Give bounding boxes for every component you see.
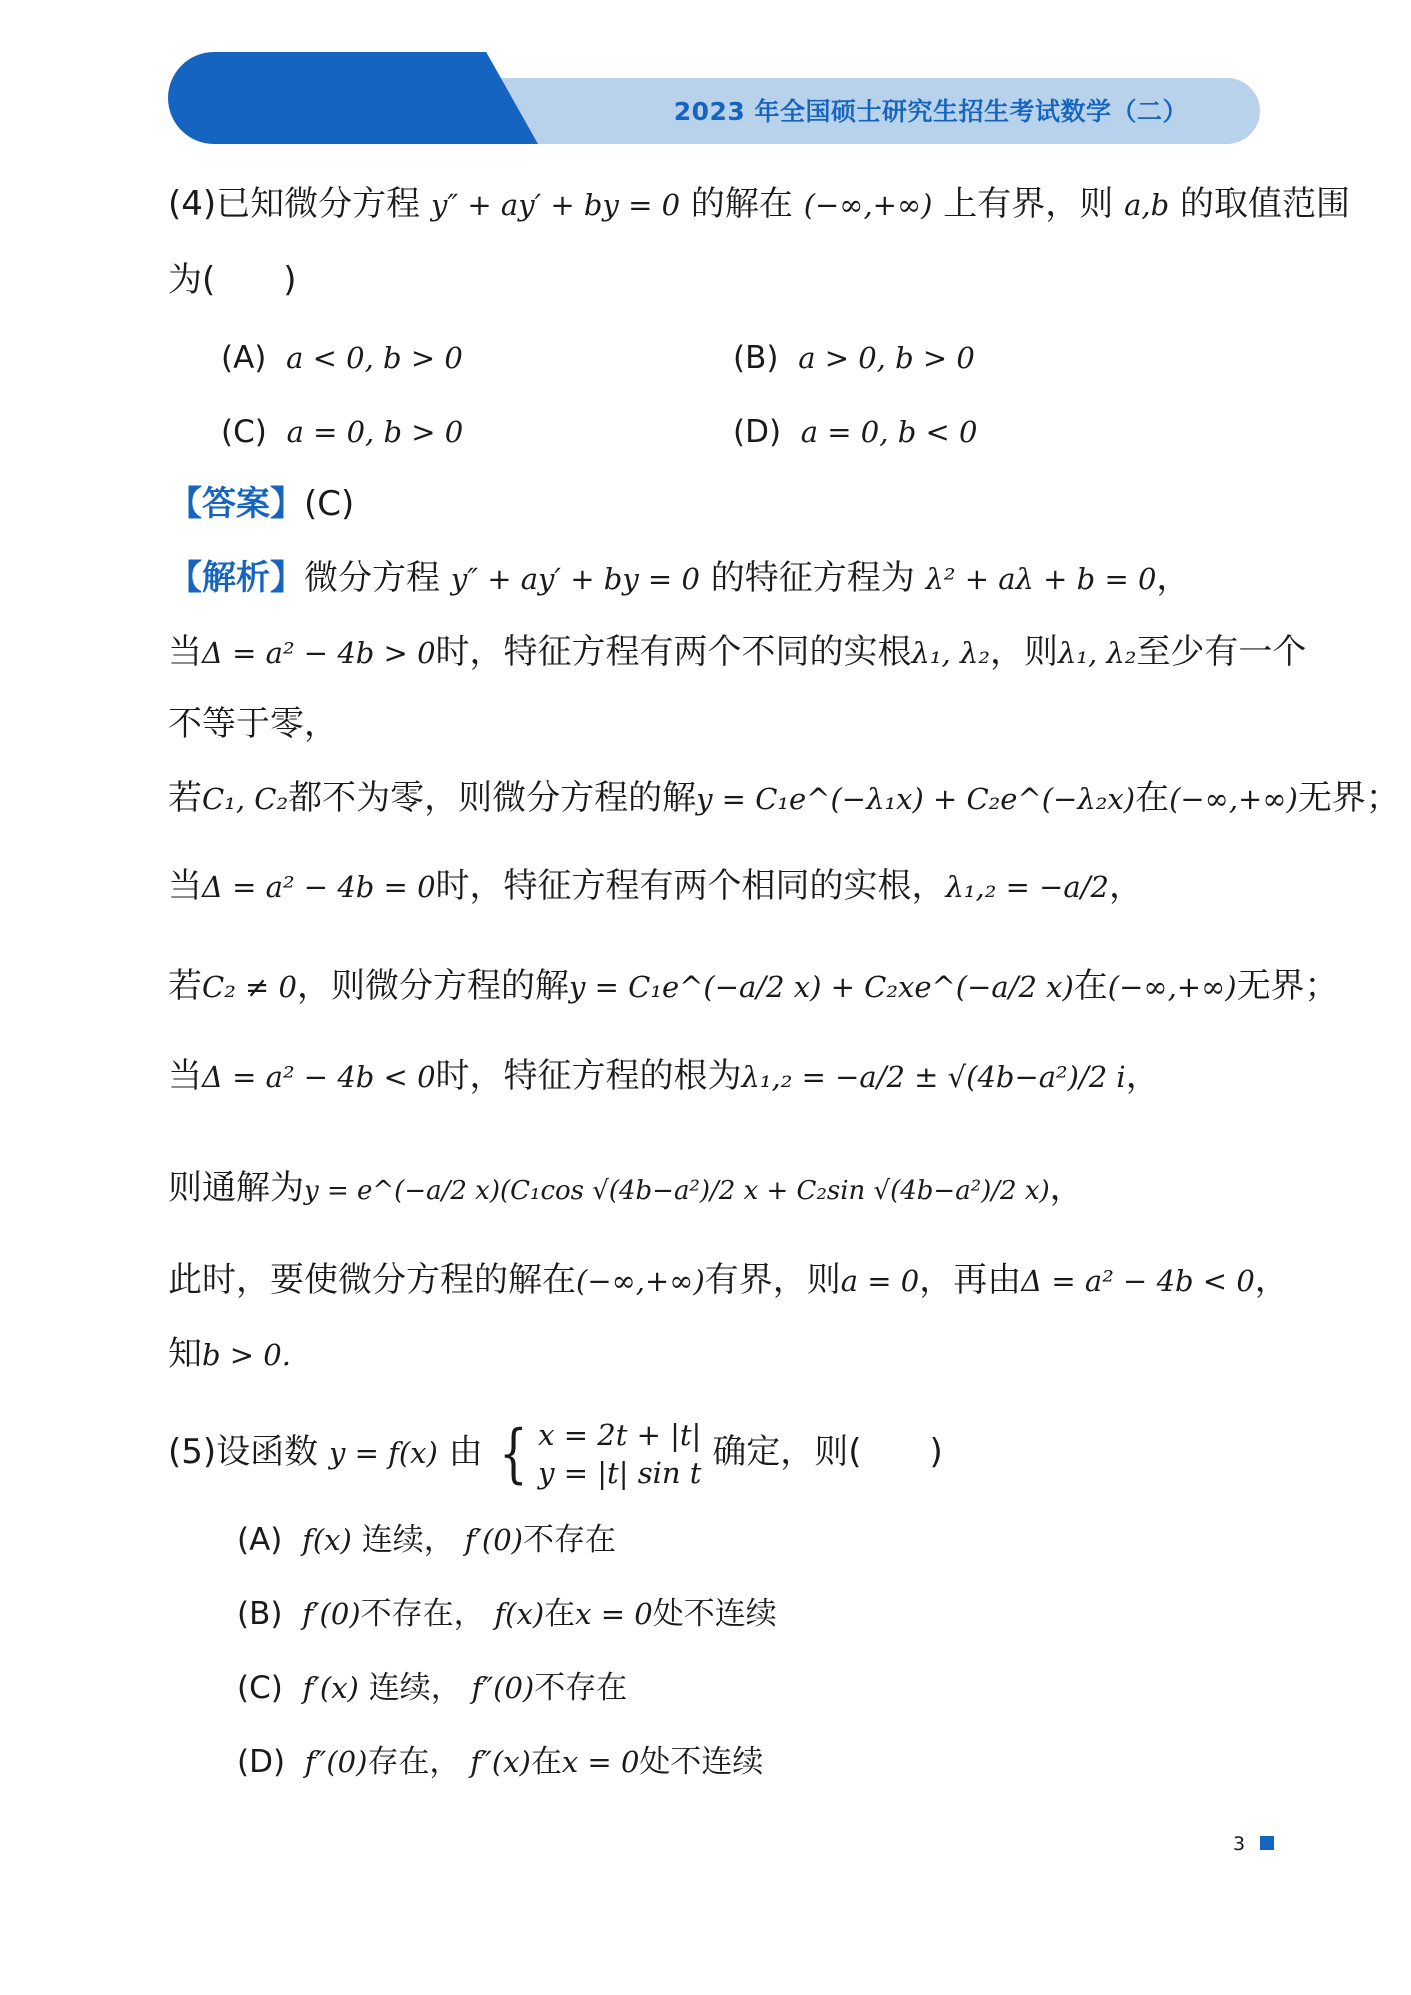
analysis-line2 bbox=[168, 630, 1306, 675]
analysis-line8 bbox=[168, 1166, 1084, 1213]
analysis-text: 有界，则 bbox=[704, 1260, 841, 1300]
answer-value: (C) bbox=[304, 484, 355, 524]
analysis-text: 无界； bbox=[1236, 966, 1339, 1006]
analysis-text: 无界； bbox=[1297, 778, 1400, 818]
option-text: 不存在， bbox=[360, 1596, 485, 1632]
q4-equation: y″ + ay′ + by = 0 bbox=[430, 188, 681, 222]
option-math: x = 0 bbox=[575, 1597, 653, 1631]
interval: (−∞,+∞) bbox=[1107, 970, 1237, 1004]
option-text: 处不连续 bbox=[639, 1744, 764, 1780]
analysis-text: 时，特征方程有两个相同的实根， bbox=[435, 866, 946, 906]
q4-option-d bbox=[733, 410, 977, 454]
q4-stem-text: 上有界，则 bbox=[943, 184, 1114, 224]
discriminant-condition: Δ = a² − 4b < 0 bbox=[202, 1060, 436, 1094]
analysis-text: 在 bbox=[1073, 966, 1108, 1006]
option-math: f(x) bbox=[302, 1523, 352, 1557]
option-text: 处不连续 bbox=[652, 1596, 777, 1632]
q5-stem-text: (5)设函数 bbox=[168, 1432, 319, 1472]
analysis-text: 则通解为 bbox=[168, 1168, 304, 1208]
analysis-text: 微分方程 bbox=[304, 558, 440, 598]
option-math: x = 0 bbox=[561, 1745, 640, 1779]
answer-tag: 【答案】 bbox=[168, 484, 304, 524]
option-label: (C) bbox=[237, 1670, 283, 1706]
complex-roots: λ₁,₂ = −a/2 ± √(4b−a²)/2 i bbox=[741, 1060, 1126, 1094]
option-text: 不存在 bbox=[534, 1670, 628, 1706]
q4-stem-line2: 为( ) bbox=[168, 260, 297, 300]
option-label: (D) bbox=[237, 1744, 286, 1780]
analysis-text: ，则 bbox=[989, 632, 1058, 672]
q4-stem-text: 的解在 bbox=[690, 184, 793, 224]
analysis-line6 bbox=[168, 964, 1339, 1009]
system-row-x: x = 2t + |t| bbox=[538, 1417, 702, 1452]
q4-stem-text: 的取值范围 bbox=[1179, 184, 1350, 224]
punct: ， bbox=[1156, 558, 1191, 598]
q5-option-c bbox=[237, 1666, 627, 1710]
option-text: 存在， bbox=[367, 1744, 461, 1780]
analysis-text: 知 bbox=[168, 1334, 202, 1374]
analysis-line9 bbox=[168, 1258, 1289, 1303]
analysis-equation: y″ + ay′ + by = 0 bbox=[450, 562, 700, 596]
general-solution: y = C₁e^(−λ₁x) + C₂e^(−λ₂x) bbox=[696, 782, 1136, 816]
characteristic-equation: λ² + aλ + b = 0 bbox=[925, 562, 1157, 596]
option-text: 在 bbox=[530, 1744, 562, 1780]
discriminant-condition: Δ = a² − 4b = 0 bbox=[202, 870, 436, 904]
option-math: f′(x) bbox=[302, 1671, 359, 1705]
discriminant-condition: Δ = a² − 4b > 0 bbox=[202, 636, 436, 670]
left-brace: { bbox=[499, 1416, 529, 1491]
parametric-system bbox=[493, 1416, 701, 1492]
option-text: 不存在 bbox=[522, 1522, 616, 1558]
q5-option-d bbox=[237, 1740, 763, 1784]
q4-option-a bbox=[221, 336, 463, 380]
interval: (−∞,+∞) bbox=[576, 1264, 705, 1298]
q4-stem-text: (4)已知微分方程 bbox=[168, 184, 421, 224]
roots: λ₁, λ₂ bbox=[1057, 636, 1137, 670]
analysis-text: 时，特征方程的根为 bbox=[435, 1056, 742, 1096]
condition-b: b > 0. bbox=[202, 1338, 291, 1372]
option-math: f′(0) bbox=[302, 1597, 361, 1631]
analysis-text: 在 bbox=[1135, 778, 1170, 818]
q5-stem bbox=[168, 1412, 943, 1493]
analysis-text: 都不为零，则微分方程的解 bbox=[288, 778, 697, 818]
system-row-y: y = |t| sin t bbox=[538, 1455, 702, 1490]
analysis-line4 bbox=[168, 776, 1400, 821]
option-math: f′(0) bbox=[464, 1523, 523, 1557]
q5-option-b bbox=[237, 1592, 777, 1636]
discriminant-condition: Δ = a² − 4b < 0 bbox=[1021, 1264, 1255, 1298]
analysis-line3: 不等于零， bbox=[168, 704, 338, 744]
header-banner bbox=[168, 52, 1258, 144]
q4-option-c bbox=[221, 410, 463, 454]
analysis-text: 当 bbox=[168, 1056, 202, 1096]
q4-stem-line1 bbox=[168, 182, 1350, 227]
q5-stem-text: 由 bbox=[448, 1432, 483, 1472]
punct: ， bbox=[1125, 1056, 1160, 1096]
roots: λ₁, λ₂ bbox=[911, 636, 990, 670]
analysis-text: ，则微分方程的解 bbox=[297, 966, 570, 1006]
q5-option-a bbox=[237, 1518, 616, 1562]
punct: ， bbox=[1049, 1168, 1084, 1208]
analysis-text: 时，特征方程有两个不同的实根 bbox=[435, 632, 912, 672]
analysis-text: 若 bbox=[168, 966, 202, 1006]
analysis-tag: 【解析】 bbox=[168, 558, 304, 598]
option-text: a = 0, b > 0 bbox=[286, 415, 464, 449]
option-label: (B) bbox=[733, 340, 779, 376]
condition-a: a = 0 bbox=[840, 1264, 920, 1298]
option-label: (A) bbox=[237, 1522, 283, 1558]
header-dark-tab bbox=[168, 52, 538, 144]
analysis-text: 当 bbox=[168, 866, 202, 906]
option-text: 连续， bbox=[361, 1522, 455, 1558]
analysis-text: 当 bbox=[168, 632, 202, 672]
q4-interval: (−∞,+∞) bbox=[803, 188, 933, 222]
analysis-text: 若 bbox=[168, 778, 202, 818]
punct: ， bbox=[1108, 866, 1143, 906]
q5-function: y = f(x) bbox=[328, 1436, 438, 1470]
option-text: a > 0, b > 0 bbox=[798, 341, 975, 375]
option-text: a < 0, b > 0 bbox=[286, 341, 463, 375]
q4-option-b bbox=[733, 336, 975, 380]
option-label: (C) bbox=[221, 414, 267, 450]
option-text: a = 0, b < 0 bbox=[800, 415, 978, 449]
option-label: (B) bbox=[237, 1596, 283, 1632]
analysis-line7 bbox=[168, 1054, 1160, 1099]
general-solution: y = e^(−a/2 x)(C₁cos √(4b−a²)/2 x + C₂sin √(4b−a²)/2 x) bbox=[304, 1176, 1050, 1206]
analysis-text: 至少有一个 bbox=[1136, 632, 1307, 672]
analysis-text: 的特征方程为 bbox=[710, 558, 915, 598]
constant-condition: C₂ ≠ 0 bbox=[202, 970, 298, 1004]
option-text: 在 bbox=[544, 1596, 576, 1632]
analysis-line10 bbox=[168, 1332, 291, 1377]
page-marker-square bbox=[1260, 1836, 1274, 1850]
analysis-line5 bbox=[168, 864, 1143, 909]
constants: C₁, C₂ bbox=[202, 782, 289, 816]
analysis-line1 bbox=[168, 556, 1190, 601]
option-math: f″(0) bbox=[471, 1671, 535, 1705]
option-math: f″(0) bbox=[304, 1745, 368, 1779]
q5-stem-text: 确定，则( ) bbox=[712, 1432, 943, 1472]
option-text: 连续， bbox=[368, 1670, 462, 1706]
punct: ， bbox=[1254, 1260, 1289, 1300]
analysis-text: ，再由 bbox=[919, 1260, 1022, 1300]
q4-params: a,b bbox=[1124, 188, 1170, 222]
q4-answer bbox=[168, 482, 354, 526]
option-label: (D) bbox=[733, 414, 782, 450]
header-title: 2023 年全国硕士研究生招生考试数学（二） bbox=[673, 97, 1188, 126]
page-number: 3 bbox=[1233, 1833, 1246, 1855]
general-solution: y = C₁e^(−a/2 x) + C₂xe^(−a/2 x) bbox=[569, 970, 1074, 1004]
option-math: f(x) bbox=[494, 1597, 545, 1631]
interval: (−∞,+∞) bbox=[1169, 782, 1298, 816]
option-label: (A) bbox=[221, 340, 267, 376]
double-root: λ₁,₂ = −a/2 bbox=[945, 870, 1109, 904]
analysis-text: 此时，要使微分方程的解在 bbox=[168, 1260, 576, 1300]
option-math: f″(x) bbox=[470, 1745, 531, 1779]
